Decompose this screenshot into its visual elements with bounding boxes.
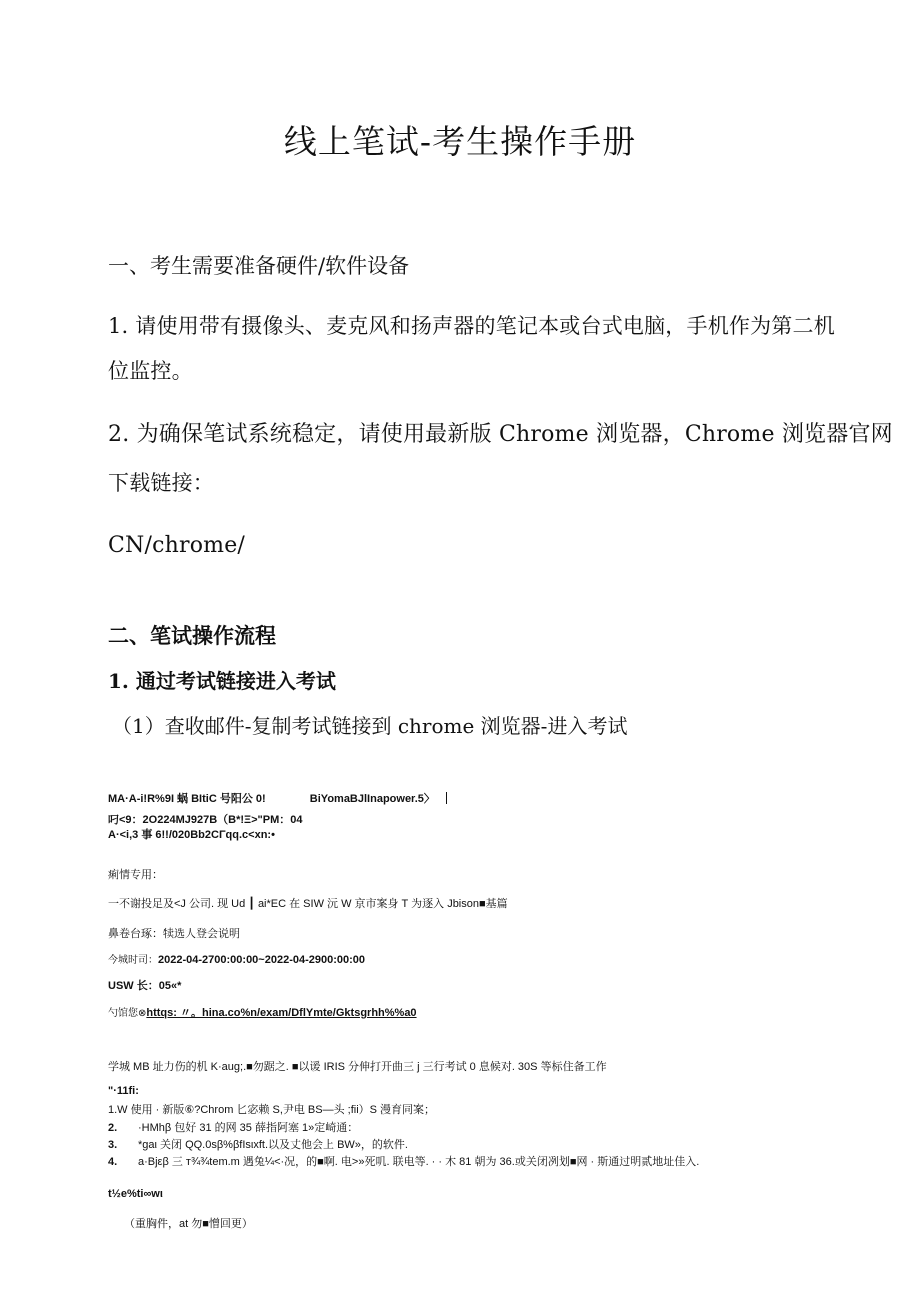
exam-link-label: 勺馆您⊗: [108, 1008, 147, 1019]
note-2-text: ·HMhβ 包好 31 的网 35 薛指阿塞 1»定崎通：: [138, 1122, 359, 1134]
document-title: 线上笔试-考生操作手册: [283, 122, 637, 161]
email-note-1: 1.W 使用 · 新版⑥?Chrom 匕宓赖 S,尹电 BS—头 ;fii）S 漫育同案；: [108, 1104, 436, 1116]
email-header-line1: [108, 790, 447, 806]
email-closing: （重胸件，at 勿■憎回更）: [124, 1218, 253, 1230]
section1-item1-line2: 位监控。: [108, 359, 193, 383]
note-3-text: *gaι 关闭 QQ.0sβ%βfIsιxft.以及丈他会上 BW»，的软件.: [138, 1139, 408, 1151]
email-note-3: [108, 1136, 408, 1152]
email-exam-link-row: [108, 1004, 417, 1020]
email-exam-time: [108, 951, 365, 966]
note-4-number: 4.: [108, 1156, 118, 1168]
email-exam-duration: USW 长：05«*: [108, 980, 182, 992]
chrome-download-link[interactable]: CN/chrome/: [108, 533, 246, 558]
section1-item2-line2: 下载链接：: [108, 471, 214, 495]
exam-time-value: 2022-04-2700:00:00~2022-04-2900:00:00: [158, 954, 366, 966]
email-exam-name: 鼻卷台琢：犊选人登会说明: [108, 928, 240, 940]
section1-heading: 一、考生需要准备硬件/软件设备: [108, 254, 410, 278]
email-header-line1-a: MA·A-i!R%9I 蜗 BItiC 号阳公 0!: [108, 793, 266, 805]
email-signature: t½e%ti∞wι: [108, 1188, 163, 1200]
exam-time-label: 今城时司：: [108, 955, 158, 966]
email-greeting: 痢情专用：: [108, 869, 163, 881]
section1-item1-line1: 1. 请使用带有摄像头、麦克风和扬声器的笔记本或台式电脑，手机作为第二机: [108, 314, 835, 338]
note-3-number: 3.: [108, 1139, 118, 1151]
section1-item2-line1: 2. 为确保笔试系统稳定，请使用最新版 Chrome 浏览器，Chrome 浏览器官网: [108, 422, 893, 447]
email-header-line2: 叼<9：2O224MJ927B（B*!Ξ>"PM：04: [108, 814, 303, 826]
note-2-number: 2.: [108, 1122, 118, 1134]
email-header-line1-b: BiYomaBJlInapower.5〉: [309, 793, 435, 805]
email-notes-heading: "·11fi:: [108, 1085, 139, 1097]
email-note-4: [108, 1153, 699, 1169]
section2-heading: 二、笔试操作流程: [108, 623, 276, 648]
email-note-2: [108, 1119, 358, 1135]
email-instructions: 学城 MB 址力伤的机 K·aug;.■勿踞之. ■以谖 IRIS 分伸打开曲三 j 三行考试 0 息候对. 30S 等标住备工作: [108, 1061, 607, 1073]
section2-step1: 1. 通过考试链接进入考试: [108, 669, 336, 693]
section2-substep1: （1）查收邮件-复制考试链接到 chrome 浏览器-进入考试: [112, 714, 628, 738]
divider-bar: [446, 792, 447, 804]
note-4-text: a·Bjεβ 三 т¾¾tem.m 遇兔¼<·况，的■啊. 电>»死叽. 联电等. · · 木 81 朝为 36.或关闭冽划■网 · 斯通过明贰地址佳入.: [138, 1156, 700, 1168]
email-intro: 一不谢投足及<J 公司. 现 Ud ┃ ai*EC 在 SIW 沅 W 京市案身 T 为逐入 Jbison■基篇: [108, 898, 508, 910]
email-header-line3: A·<i,3 事 6!!/020Bb2CΓqq.c<xn:•: [108, 829, 275, 841]
exam-link[interactable]: httqs: 〃。hina.co%n/exam/DflYmte/Gktsgrhh%%a0: [146, 1007, 417, 1019]
